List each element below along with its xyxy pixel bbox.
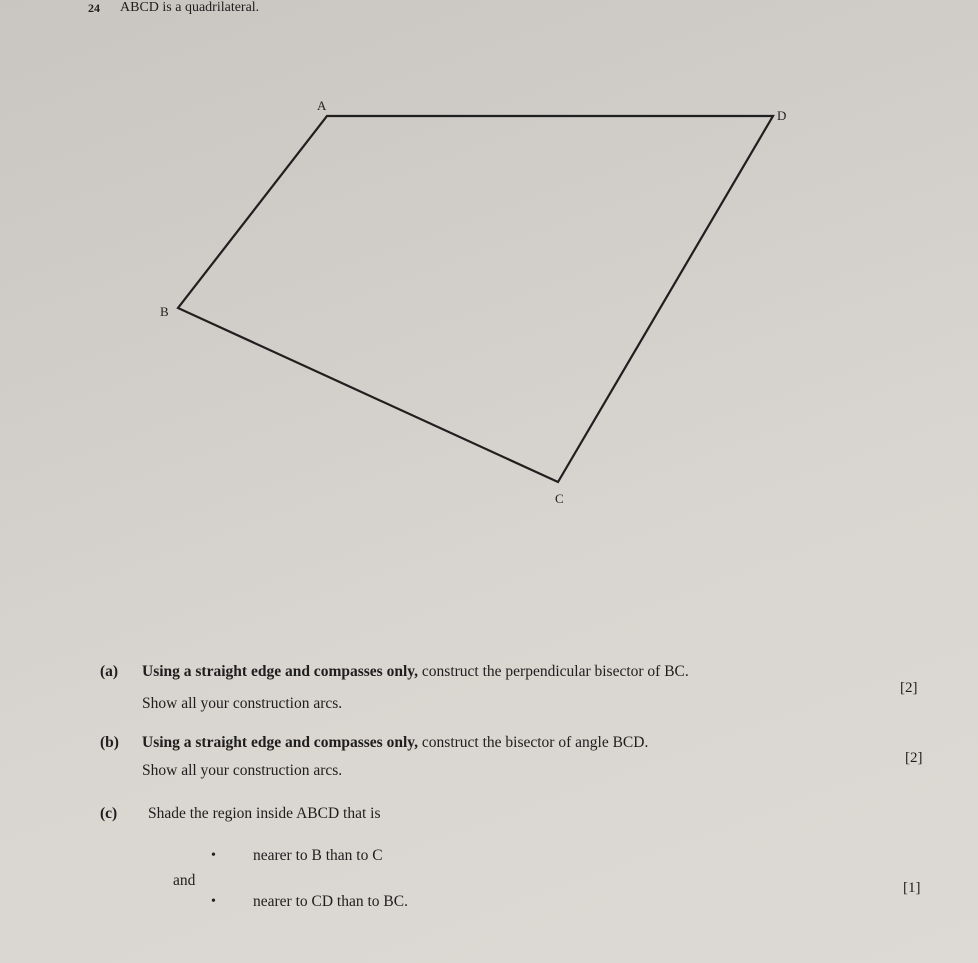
part-b-note: Show all your construction arcs. xyxy=(142,762,343,779)
vertex-label-d: D xyxy=(777,108,787,123)
part-c-label: (c) xyxy=(100,805,118,822)
part-a-instruction xyxy=(142,663,689,681)
part-c-condition-2: nearer to CD than to BC. xyxy=(253,893,408,910)
part-b-instruction-bold: Using a straight edge and compasses only, xyxy=(142,734,419,751)
part-b-label: (b) xyxy=(100,734,119,751)
vertex-label-a: A xyxy=(317,98,327,113)
part-c-connector: and xyxy=(173,872,196,889)
part-b-instruction-rest: construct the bisector of angle BCD. xyxy=(418,734,649,751)
part-a-instruction-bold: Using a straight edge and compasses only, xyxy=(142,663,419,680)
part-c-marks: [1] xyxy=(903,880,921,896)
question-intro: ABCD is a quadrilateral. xyxy=(120,0,260,15)
vertex-label-c: C xyxy=(555,491,564,506)
part-c-condition-1: nearer to B than to C xyxy=(253,847,383,864)
part-a-marks: [2] xyxy=(900,680,918,696)
bullet-dot-1: • xyxy=(211,848,216,863)
part-b-instruction xyxy=(142,734,648,752)
part-c-instruction: Shade the region inside ABCD that is xyxy=(148,805,381,822)
quadrilateral-abcd xyxy=(178,116,773,482)
part-a-note: Show all your construction arcs. xyxy=(142,695,343,712)
part-b-marks: [2] xyxy=(905,750,923,766)
bullet-dot-2: • xyxy=(211,894,216,909)
question-number: 24 xyxy=(88,1,100,15)
vertex-label-b: B xyxy=(160,304,169,319)
part-a-instruction-rest: construct the perpendicular bisector of BC. xyxy=(418,663,689,680)
part-a-label: (a) xyxy=(100,663,119,680)
